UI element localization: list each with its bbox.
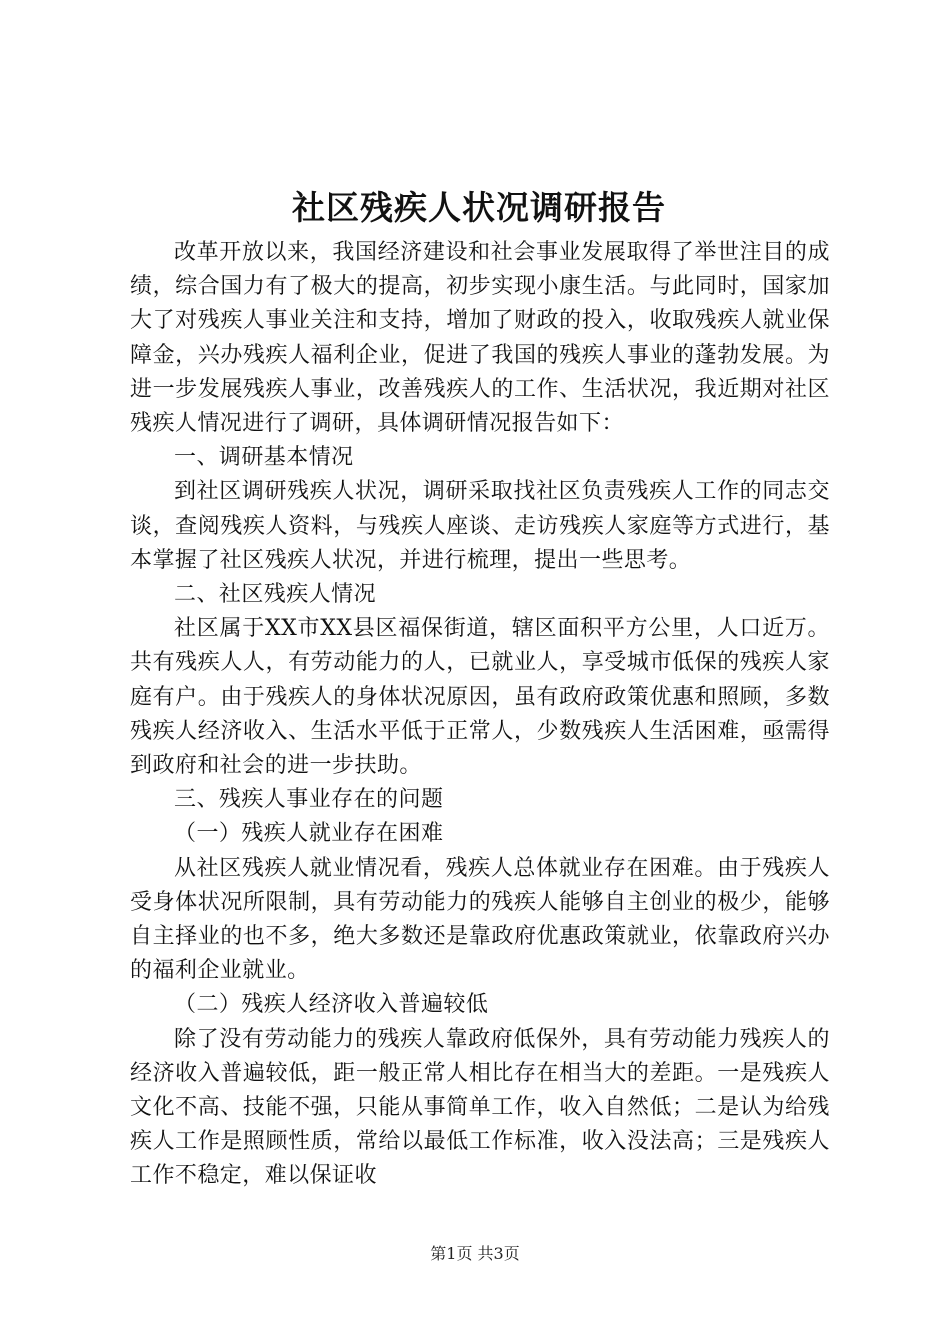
section-heading-2: 二、社区残疾人情况 [174,582,377,608]
paragraph-intro: 改革开放以来，我国经济建设和社会事业发展取得了举世注目的成绩，综合国力有了极大的提高，初步实现小康生活。与此同时，国家加大了对残疾人事业关注和支持，增加了财政的投入，收取残疾人就业保障金，兴办残疾人福利企业，促进了我国的残疾人事业的蓬勃发展。为进一步发展残疾人事业，改善残疾人的工作、生活状况，我近期对社区残疾人情况进行了调研，具体调研情况报告如下： [130,240,830,437]
subsection-heading-3-2: （二）残疾人经济收入普遍较低 [174,992,489,1018]
document-title: 社区残疾人状况调研报告 [292,188,666,227]
document-body [130,236,830,1194]
section-heading-1: 一、调研基本情况 [174,445,354,471]
paragraph-section-2: 社区属于XX市XX县区福保街道，辖区面积平方公里，人口近万。共有残疾人人，有劳动能力的人，已就业人，享受城市低保的残疾人家庭有户。由于残疾人的身体状况原因，虽有政府政策优惠和照顾，多数残疾人经济收入、生活水平低于正常人，少数残疾人生活困难，亟需得到政府和社会的进一步扶助。 [130,616,830,779]
paragraph-subsection-3-1: 从社区残疾人就业情况看，残疾人总体就业存在困难。由于残疾人受身体状况所限制，具有劳动能力的残疾人能够自主创业的极少，能够自主择业的也不多，绝大多数还是靠政府优惠政策就业，依靠政府兴办的福利企业就业。 [130,855,830,984]
paragraph-subsection-3-2: 除了没有劳动能力的残疾人靠政府低保外，具有劳动能力残疾人的经济收入普遍较低，距一般正常人相比存在相当大的差距。一是残疾人文化不高、技能不强，只能从事简单工作，收入自然低；二是认为给残疾人工作是照顾性质，常给以最低工作标准，收入没法高；三是残疾人工作不稳定，难以保证收 [130,1026,830,1189]
section-heading-3: 三、残疾人事业存在的问题 [174,787,444,813]
subsection-heading-3-1: （一）残疾人就业存在困难 [174,821,444,847]
page-number-footer: 第1页 共3页 [430,1244,520,1263]
paragraph-section-1: 到社区调研残疾人状况，调研采取找社区负责残疾人工作的同志交谈，查阅残疾人资料，与残疾人座谈、走访残疾人家庭等方式进行，基本掌握了社区残疾人状况，并进行梳理，提出一些思考。 [130,479,830,573]
